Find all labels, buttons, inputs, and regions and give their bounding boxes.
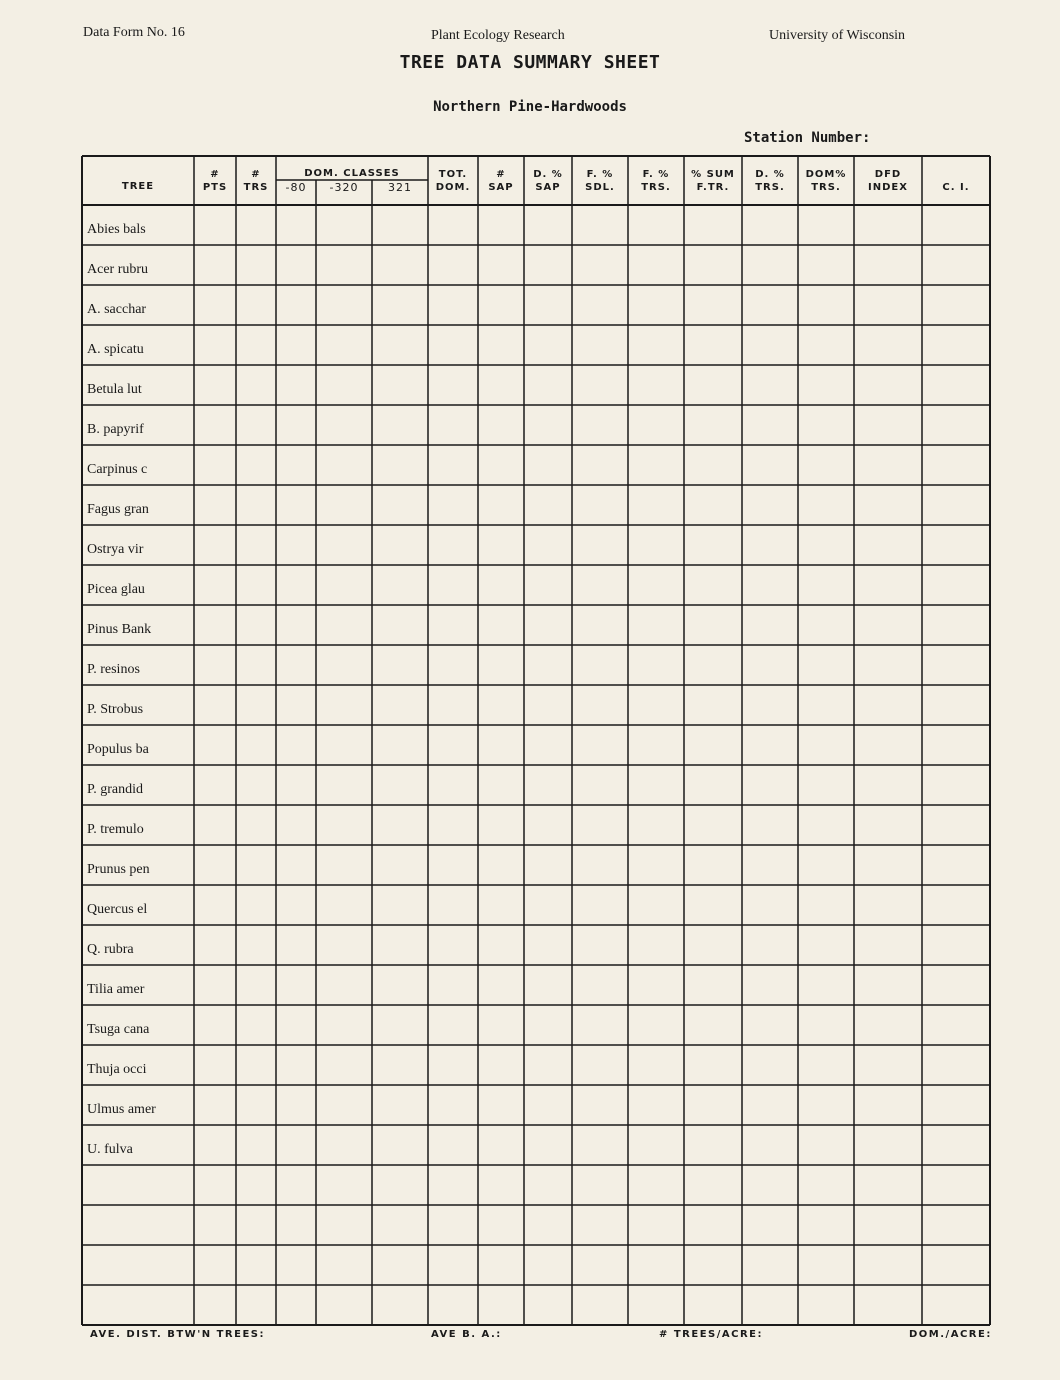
station-number-label: Station Number: [744,130,871,146]
col-header-sap: # SAP [488,169,514,193]
species-label: Thuja occi [87,1062,147,1077]
col-header-pts: # PTS [202,169,228,193]
species-label: Betula lut [87,382,142,397]
species-label: Ostrya vir [87,542,144,557]
form-number: Data Form No. 16 [83,25,185,40]
species-label: P. tremulo [87,822,144,837]
species-label: Carpinus c [87,462,148,477]
species-label: Prunus pen [87,862,150,877]
species-label: P. grandid [87,782,143,797]
col-header-dom-trs: DOM% TRS. [805,169,847,193]
col-header-d-trs: D. % TRS. [755,169,785,193]
university-name: University of Wisconsin [769,28,906,43]
col-header-f-sdl: F. % SDL. [585,169,615,193]
col-header-dom-321: 321 [388,181,412,194]
col-header-d-sap: D. % SAP [533,169,563,193]
species-label: A. spicatu [87,342,144,357]
footer-ave-ba: AVE B. A.: [431,1329,502,1340]
species-label: Quercus el [87,902,148,917]
footer-trees-acre: # TREES/ACRE: [659,1329,764,1340]
species-label: Picea glau [87,582,145,597]
col-header-dfd-index: DFD INDEX [868,169,908,193]
col-header-sum-ftr: % SUM F.TR. [691,169,735,193]
col-header-f-trs: F. % TRS. [641,169,671,193]
footer-dom-acre: DOM./ACRE: [909,1329,992,1340]
species-label: Fagus gran [87,502,149,517]
species-label: A. sacchar [87,302,147,317]
species-label: Ulmus amer [87,1102,156,1117]
species-label: Pinus Bank [87,622,152,637]
species-label: P. Strobus [87,702,144,717]
col-header-dom-320: -320 [329,181,359,194]
species-label: Tilia amer [87,982,145,997]
col-header-dom-classes: DOM. CLASSES [304,168,400,179]
footer-ave-dist: AVE. DIST. BTW'N TREES: [90,1329,265,1340]
species-label: B. papyrif [87,422,144,437]
organization-name: Plant Ecology Research [431,28,565,43]
species-label: Q. rubra [87,942,134,957]
species-label: Acer rubru [87,262,149,277]
species-label: P. resinos [87,662,140,677]
species-label: Populus ba [87,742,149,757]
species-label: U. fulva [87,1142,133,1157]
col-header-tot-dom: TOT. DOM. [435,169,471,193]
sheet-subtitle: Northern Pine-Hardwoods [433,99,627,115]
sheet-title: TREE DATA SUMMARY SHEET [399,52,661,73]
species-label: Abies bals [87,222,146,237]
col-header-trs: # TRS [243,169,269,193]
col-header-ci: C. I. [942,182,970,193]
species-label: Tsuga cana [87,1022,150,1037]
col-header-dom-80: -80 [285,181,307,194]
col-header-tree: TREE [121,181,155,192]
